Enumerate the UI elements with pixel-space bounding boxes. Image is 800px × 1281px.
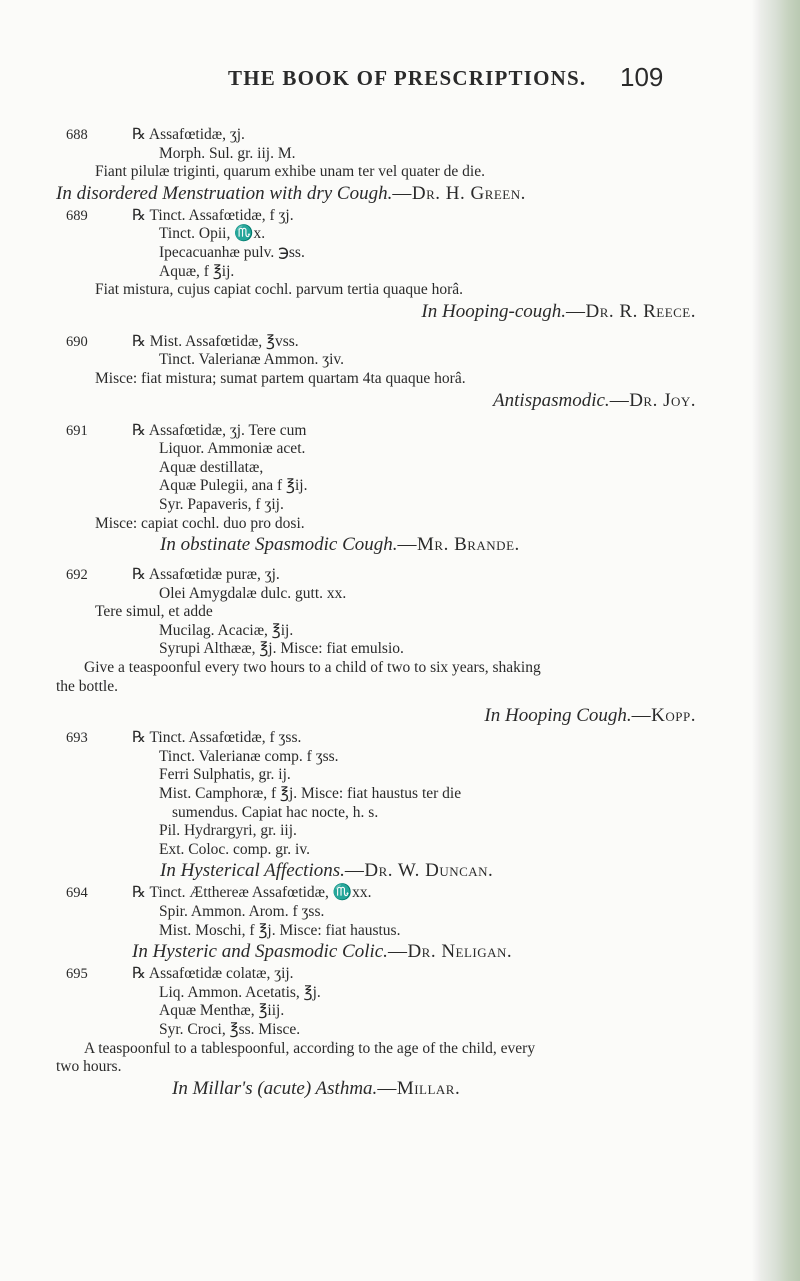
recipe-695-line: two hours.	[56, 1058, 122, 1076]
recipe-695-line: Liq. Ammon. Acetatis, ℥j.	[159, 983, 321, 1001]
recipe-695-line: Syr. Croci, ℥ss. Misce.	[159, 1020, 301, 1038]
recipe-691-line: Syr. Papaveris, f ʒij.	[159, 495, 284, 513]
recipe-690-line: 690 ℞ Mist. Assafœtidæ, ℥vss.	[66, 332, 299, 350]
recipe-number: 692	[66, 567, 88, 584]
section-heading: In Millar's (acute) Asthma.—Millar.	[172, 1077, 461, 1099]
section-heading: In Hooping Cough.—Kopp.	[484, 705, 696, 727]
recipe-688-line: Morph. Sul. gr. iij. M.	[159, 144, 296, 162]
running-title: THE BOOK OF PRESCRIPTIONS.	[228, 66, 587, 90]
recipe-number: 691	[66, 422, 88, 439]
recipe-695-line: Aquæ Menthæ, ℥iij.	[159, 1002, 285, 1020]
recipe-692-line: Olei Amygdalæ dulc. gutt. xx.	[159, 584, 347, 602]
recipe-694-line: 694 ℞ Tinct. Ætthereæ Assafœtidæ, ♏xx.	[66, 884, 372, 902]
section-heading: In Hysteric and Spasmodic Colic.—Dr. Neligan.	[132, 941, 513, 963]
section-heading: In disordered Menstruation with dry Cough.—Dr. H. Green.	[56, 182, 526, 204]
recipe-number: 688	[66, 127, 88, 143]
recipe-number: 690	[66, 333, 88, 350]
recipe-695-line: A teaspoonful to a tablespoonful, according to the age of the child, every	[84, 1039, 536, 1057]
section-heading: In Hooping-cough.—Dr. R. Reece.	[421, 300, 696, 322]
recipe-693-line: Tinct. Valerianæ comp. f ʒss.	[159, 747, 339, 765]
recipe-692-line: the bottle.	[56, 677, 118, 695]
section-heading: In obstinate Spasmodic Cough.—Mr. Brande.	[160, 534, 520, 556]
recipe-689-line: Tinct. Opii, ♏x.	[159, 225, 266, 243]
recipe-689-line: 689 ℞ Tinct. Assafœtidæ, f ʒj.	[66, 206, 294, 224]
recipe-695-line: 695 ℞ Assafœtidæ colatæ, ʒij.	[66, 965, 294, 983]
running-header	[0, 62, 760, 100]
recipe-number: 694	[66, 885, 88, 902]
recipe-691-line: Aquæ destillatæ,	[159, 458, 264, 476]
recipe-693-line: 693 ℞ Tinct. Assafœtidæ, f ʒss.	[66, 729, 302, 747]
recipe-691-line: Misce: capiat cochl. duo pro dosi.	[95, 514, 305, 532]
recipe-691-line: Liquor. Ammoniæ acet.	[159, 440, 306, 458]
recipe-693-line: Ferri Sulphatis, gr. ij.	[159, 766, 291, 784]
recipe-689-line: Ipecacuanhæ pulv. ℈ss.	[159, 243, 305, 261]
recipe-692-line: Give a teaspoonful every two hours to a child of two to six years, shaking	[84, 659, 541, 677]
section-heading: In Hysterical Affections.—Dr. W. Duncan.	[160, 860, 494, 882]
recipe-691-line: Aquæ Pulegii, ana f ℥ij.	[159, 477, 308, 495]
recipe-number: 689	[66, 207, 88, 224]
recipe-694-line: Mist. Moschi, f ℥j. Misce: fiat haustus.	[159, 921, 401, 939]
recipe-693-line: Mist. Camphoræ, f ℥j. Misce: fiat haustus ter die	[159, 785, 462, 803]
recipe-690-line: Misce: fiat mistura; sumat partem quartam 4ta quaque horâ.	[95, 369, 466, 387]
recipe-number: 693	[66, 730, 88, 747]
prescriptions-text	[56, 126, 696, 1102]
recipe-689-line: Aquæ, f ℥ij.	[159, 262, 235, 280]
recipe-692-line: Syrupi Althææ, ℥j. Misce: fiat emulsio.	[159, 640, 404, 658]
recipe-693-line: sumendus. Capiat hac nocte, h. s.	[172, 803, 379, 821]
recipe-690-line: Tinct. Valerianæ Ammon. ʒiv.	[159, 351, 344, 369]
section-heading: Antispasmodic.—Dr. Joy.	[493, 389, 696, 411]
recipe-692-line: 692 ℞ Assafœtidæ puræ, ʒj.	[66, 566, 280, 584]
recipe-689-line: Fiat mistura, cujus capiat cochl. parvum tertia quaque horâ.	[95, 281, 464, 299]
recipe-688-line: Fiant pilulæ triginti, quarum exhibe unam ter vel quater de die.	[95, 163, 485, 181]
recipe-688-line: 688 ℞ Assafœtidæ, ʒj.	[66, 126, 245, 143]
recipe-692-line: Tere simul, et adde	[95, 603, 213, 621]
recipe-693-line: Ext. Coloc. comp. gr. iv.	[159, 840, 310, 858]
page-number: 109	[620, 62, 664, 92]
recipe-692-line: Mucilag. Acaciæ, ℥ij.	[159, 621, 294, 639]
recipe-693-line: Pil. Hydrargyri, gr. iij.	[159, 822, 297, 840]
recipe-number: 695	[66, 966, 88, 983]
adjacent-page-edge	[760, 0, 800, 1281]
recipe-694-line: Spir. Ammon. Arom. f ʒss.	[159, 903, 325, 920]
recipe-691-line: 691 ℞ Assafœtidæ, ʒj. Tere cum	[66, 421, 307, 439]
